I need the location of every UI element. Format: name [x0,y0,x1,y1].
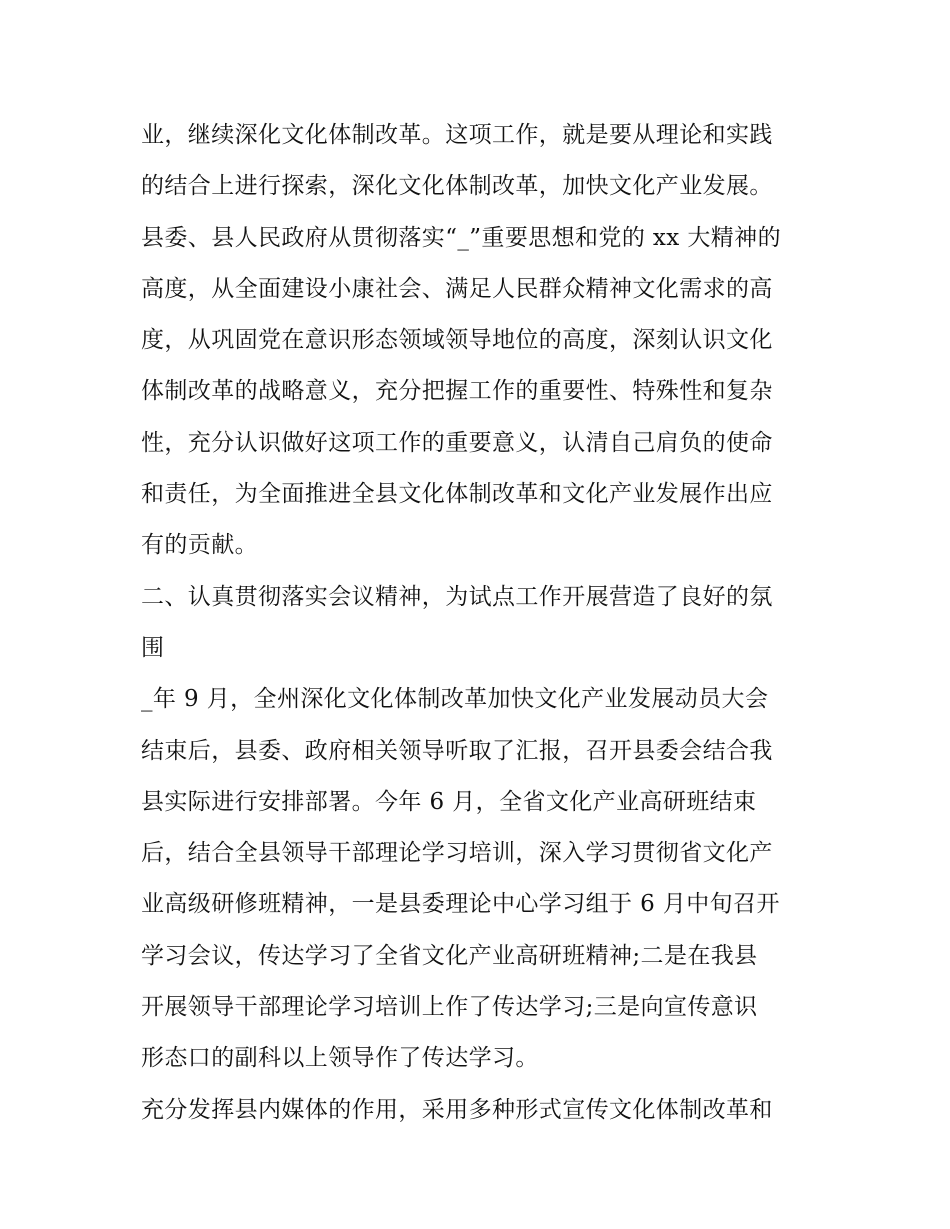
body-line: 的结合上进行探索，深化文化体制改革，加快文化产业发展。 [141,173,773,200]
body-line: 性，充分认识做好这项工作的重要意义，认清自己肩负的使命 [141,429,773,456]
body-line: 学习会议，传达学习了全省文化产业高研班精神;二是在我县 [141,942,758,969]
body-line: 形态口的副科以上领导作了传达学习。 [141,1045,539,1072]
body-line: 业，继续深化文化体制改革。这项工作，就是要从理论和实践 [141,122,773,148]
body-line: _年 9 月，全州深化文化体制改革加快文化产业发展动员大会 [141,686,769,713]
body-line: 有的贡献。 [141,532,258,559]
body-line: 充分发挥县内媒体的作用，采用多种形式宣传文化体制改革和 [141,1096,773,1123]
body-line: 县实际进行安排部署。今年 6 月，全省文化产业高研班结束 [141,788,757,815]
body-line: 开展领导干部理论学习培训上作了传达学习;三是向宣传意识 [141,994,758,1021]
body-line: 后，结合全县领导干部理论学习培训，深入学习贯彻省文化产 [141,840,773,867]
document-body [141,110,821,1136]
body-line: 体制改革的战略意义，充分把握工作的重要性、特殊性和复杂 [141,378,773,405]
body-line: 度，从巩固党在意识形态领域领导地位的高度，深刻认识文化 [141,327,773,354]
body-line: 县委、县人民政府从贯彻落实“_”重要思想和党的 xx 大精神的 [141,224,781,251]
section-heading-line: 围 [141,634,165,661]
body-line: 高度，从全面建设小康社会、满足人民群众精神文化需求的高 [141,275,773,302]
body-line: 和责任，为全面推进全县文化体制改革和文化产业发展作出应 [141,481,773,508]
body-line: 业高级研修班精神，一是县委理论中心学习组于 6 月中旬召开 [141,891,780,918]
section-heading-line: 二、认真贯彻落实会议精神，为试点工作开展营造了良好的氛 [141,583,773,610]
body-line: 结束后，县委、政府相关领导听取了汇报，召开县委会结合我 [141,737,773,764]
